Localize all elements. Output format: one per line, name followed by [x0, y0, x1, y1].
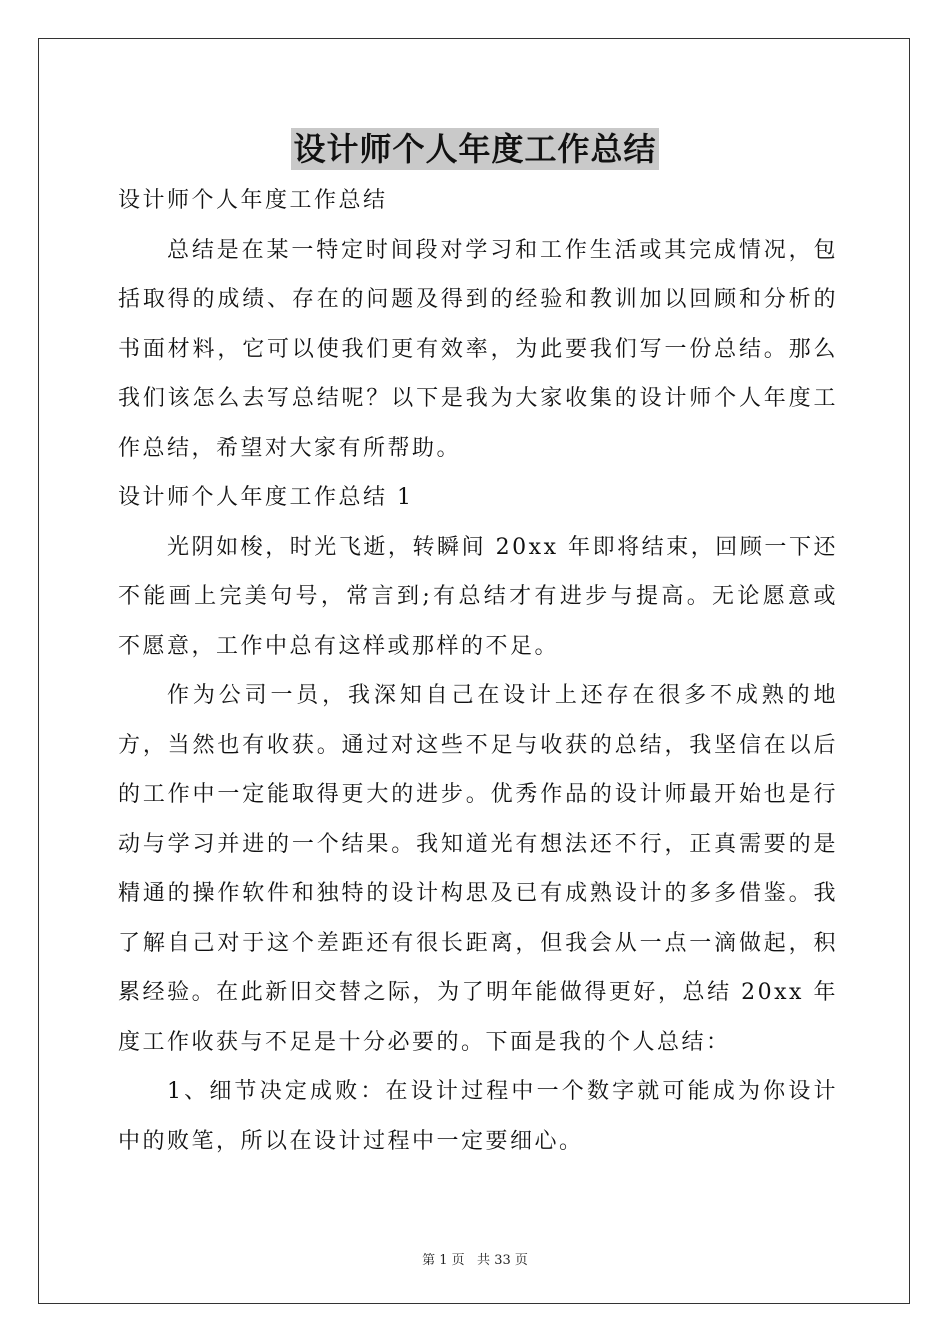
title-container — [0, 128, 950, 170]
list-item-paragraph: 1、细节决定成败：在设计过程中一个数字就可能成为你设计中的败笔，所以在设计过程中一定要细心。 — [118, 1079, 838, 1154]
intro-paragraph: 总结是在某一特定时间段对学习和工作生活或其完成情况，包括取得的成绩、存在的问题及得到的经验和教训加以回顾和分析的书面材料，它可以使我们更有效率，为此要我们写一份总结。那么我们该怎么去写总结呢？以下是我为大家收集的设计师个人年度工作总结，希望对大家有所帮助。 — [118, 237, 838, 461]
document-title: 设计师个人年度工作总结 — [293, 130, 657, 168]
document-body — [118, 176, 838, 1166]
subheading: 设计师个人年度工作总结 — [118, 188, 388, 213]
body-paragraph: 作为公司一员，我深知自己在设计上还存在很多不成熟的地方，当然也有收获。通过对这些不足与收获的总结，我坚信在以后的工作中一定能取得更大的进步。优秀作品的设计师最开始也是行动与学习并进的一个结果。我知道光有想法还不行，正真需要的是精通的操作软件和独特的设计构思及已有成熟设计的多多借鉴。我了解自己对于这个差距还有很长距离，但我会从一点一滴做起，积累经验。在此新旧交替之际，为了明年能做得更好，总结 20xx 年度工作收获与不足是十分必要的。下面是我的个人总结： — [118, 683, 838, 1055]
page-footer: 第 1 页 共 33 页 — [422, 1253, 528, 1268]
section-heading: 设计师个人年度工作总结 1 — [118, 485, 414, 510]
body-paragraph: 光阴如梭，时光飞逝，转瞬间 20xx 年即将结束，回顾一下还不能画上完美句号，常言到;有总结才有进步与提高。无论愿意或不愿意，工作中总有这样或那样的不足。 — [118, 534, 838, 659]
